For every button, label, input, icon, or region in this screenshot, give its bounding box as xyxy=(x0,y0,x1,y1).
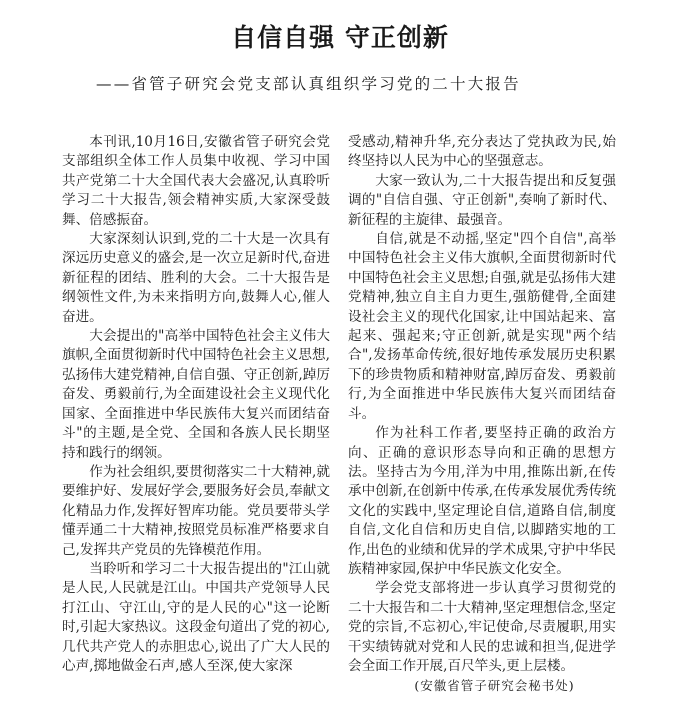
paragraph: 大会提出的"高举中国特色社会主义伟大旗帜,全面贯彻新时代中国特色社会主义思想,弘扬伟大建党精神,自信自强、守正创新,踔厉奋发、勇毅前行,为全面建设社会主义现代化国家、全面推进中华民族伟大复兴而团结奋斗"的主题,是全党、全国和各族人民长期坚持和践行的纲领。 xyxy=(62,328,330,461)
paragraph: 学会党支部将进一步认真学习贯彻党的二十大报告和二十大精神,坚定理想信念,坚定党的宗旨,不忘初心,牢记使命,尽责履职,用实干实绩铸就对党和人民的忠诚和担当,促进学会全面工作开展,百尺竿头,更上层楼。 xyxy=(348,580,616,674)
paragraph: 作为社会组织,要贯彻落实二十大精神,就要维护好、发展好学会,要服务好会员,奉献文化精品力作,发挥好智库功能。党员要带头学懂弄通二十大精神,按照党员标准严格要求自己,发挥共产党员的先锋模范作用。 xyxy=(62,463,330,558)
left-column xyxy=(62,133,330,676)
paragraph: 当聆听和学习二十大报告提出的"江山就是人民,人民就是江山。中国共产党领导人民打江山、守江山,守的是人民的心"这一论断时,引起大家热议。这段金句道出了党的初心,几代共产党人的赤胆忠心,说出了广大人民的心声,掷地做金石声,感人至深,使大家深 xyxy=(62,560,330,674)
signature: (安徽省管子研究会秘书处) xyxy=(414,678,575,694)
article-subtitle: ——省管子研究会党支部认真组织学习党的二十大报告 xyxy=(96,75,521,93)
paragraph-continuation: 受感动,精神升华,充分表达了党执政为民,始终坚持以人民为中心的坚强意志。 xyxy=(348,134,616,170)
paragraph: 自信,就是不动摇,坚定"四个自信",高举中国特色社会主义伟大旗帜,全面贯彻新时代中国特色社会主义思想;自强,就是弘扬伟大建党精神,独立自主自力更生,强筋健骨,全面建设社会主义的现代化国家,让中国站起来、富起来、强起来;守正创新,就是实现"两个结合",发扬革命传统,很好地传承发展历史积累下的珍贵物质和精神财富,踔厉奋发、勇毅前行,为全面推进中华民族伟大复兴而团结奋斗。 xyxy=(348,231,616,422)
article-title: 自信自强 守正创新 xyxy=(231,23,449,52)
paragraph: 作为社科工作者,要坚持正确的政治方向、正确的意识形态导向和正确的思想方法。坚持古为今用,洋为中用,推陈出新,在传承中创新,在创新中传承,在传承发展优秀传统文化的实践中,坚定理论自信,道路自信,制度自信,文化自信和历史自信,以脚踏实地的工作,出色的业绩和优异的学术成果,守护中华民族精神家园,保护中华民族文化安全。 xyxy=(348,425,616,577)
paragraph: 大家一致认为,二十大报告提出和反复强调的"自信自强、守正创新",奏响了新时代、新征程的主旋律、最强音。 xyxy=(348,172,616,228)
right-column xyxy=(348,133,616,696)
paragraph: 大家深刻认识到,党的二十大是一次具有深远历史意义的盛会,是一次立足新时代,奋进新征程的团结、胜利的大会。二十大报告是纲领性文件,为未来指明方向,鼓舞人心,催人奋进。 xyxy=(62,231,330,325)
paragraph: 本刊讯,10月16日,安徽省管子研究会党支部组织全体工作人员集中收视、学习中国共产党第二十大全国代表大会盛况,认真聆听学习二十大报告,领会精神实质,大家深受鼓舞、倍感振奋。 xyxy=(62,134,330,228)
